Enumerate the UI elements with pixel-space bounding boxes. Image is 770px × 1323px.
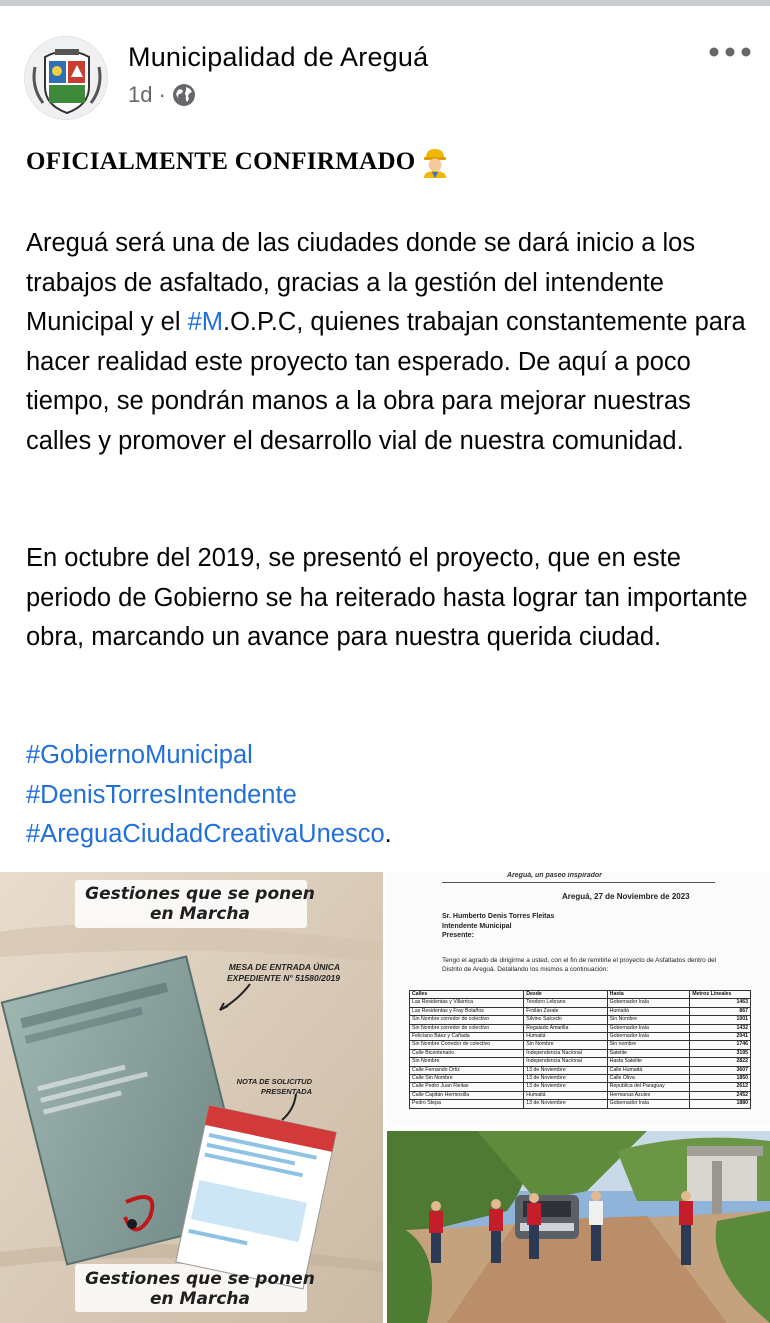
- doc-table-cell: Froilán Zarate: [524, 1007, 607, 1015]
- doc-table-header-row: [410, 991, 751, 999]
- more-options-icon[interactable]: [706, 40, 754, 64]
- doc-recipient-line: Sr. Humberto Denis Torres Fleitas: [442, 913, 555, 920]
- doc-table-cell: 1432: [690, 1024, 751, 1032]
- doc-table-cell: 13 de Noviembre: [524, 1100, 607, 1108]
- street-visit-graphic: [387, 1131, 770, 1323]
- paragraph-1-text-b: .O.P.C, quienes trabajan constantemente para hacer realidad este proyecto tan esperado. De aquí a poco tiempo, se pondrán manos a la obra para mejorar nuestras calles y promover el desarrollo vial de nuestra comunidad.: [26, 308, 746, 455]
- doc-table-cell: Las Residentas y Villarrica: [410, 999, 524, 1007]
- doc-table-row: [410, 1007, 751, 1015]
- doc-table-cell: Teodoro Lebrano: [524, 999, 607, 1007]
- doc-table-body: [410, 999, 751, 1108]
- hashtag-mopc[interactable]: #M: [187, 308, 224, 336]
- doc-table-cell: Calle Capitán Hermosilla: [410, 1091, 524, 1099]
- doc-table-row: [410, 1058, 751, 1066]
- doc-table-cell: 2041: [690, 1033, 751, 1041]
- hashtag-denis-torres[interactable]: #DenisTorresIntendente: [26, 780, 297, 809]
- doc-table-cell: Hasta Satelite: [607, 1058, 690, 1066]
- construction-worker-icon: [420, 146, 450, 178]
- doc-table-cell: Independencia Nacional: [524, 1049, 607, 1057]
- doc-table-cell: Calle Bicentenario: [410, 1049, 524, 1057]
- banner-top-text: Gestiones que se ponen en Marcha: [85, 884, 315, 924]
- doc-table-cell: Humaitá: [524, 1033, 607, 1041]
- doc-table-cell: 1001: [690, 1016, 751, 1024]
- photo-document[interactable]: [387, 872, 770, 1127]
- globe-icon[interactable]: [172, 83, 196, 107]
- doc-col-metros: Metros Lineales: [690, 991, 751, 999]
- doc-table-cell: 867: [690, 1007, 751, 1015]
- hashtag-list: [26, 736, 392, 855]
- doc-table-cell: Sin Nombre: [524, 1041, 607, 1049]
- doc-table-cell: Sin Nombre corredor de colectivo: [410, 1024, 524, 1032]
- doc-table-cell: 1880: [690, 1100, 751, 1108]
- doc-recipient: [442, 912, 554, 941]
- hashtag-line-3: [26, 815, 392, 855]
- doc-table-cell: Gobernador Irala: [607, 1033, 690, 1041]
- doc-table-row: [410, 1066, 751, 1074]
- doc-table-cell: Gobernador Irala: [607, 1100, 690, 1108]
- top-divider: [0, 0, 770, 6]
- doc-table-cell: Satelite: [607, 1049, 690, 1057]
- doc-table-cell: 2822: [690, 1058, 751, 1066]
- doc-table-row: [410, 1075, 751, 1083]
- post-title: [26, 146, 450, 178]
- paragraph-1-text-a: Areguá será una de las ciudades donde se dará inicio a los trabajos de asfaltado, gracias a la gestión del intendente Municipal y el: [26, 229, 696, 336]
- coat-of-arms-icon: [25, 37, 108, 120]
- doc-table-cell: Gobernador Irala: [607, 1024, 690, 1032]
- post-paragraph-2: En octubre del 2019, se presentó el proyecto, que en este periodo de Gobierno se ha reiterado hasta lograr tan importante obra, marcando un avance para nuestra querida ciudad.: [26, 544, 748, 651]
- doc-table-cell: Calle Pedro Juan Fleitas: [410, 1083, 524, 1091]
- doc-table-cell: 1463: [690, 999, 751, 1007]
- doc-table-cell: 3607: [690, 1066, 751, 1074]
- doc-table-cell: Regalado Amarilla: [524, 1024, 607, 1032]
- doc-table-cell: Pedro Stepa: [410, 1100, 524, 1108]
- doc-table-cell: Sin Nombre Corredor de colectivo: [410, 1041, 524, 1049]
- doc-table-cell: Calle Humaitá: [607, 1066, 690, 1074]
- page-name[interactable]: Municipalidad de Areguá: [128, 42, 429, 72]
- doc-body: Tengo el agrado de dirigirme a usted, con el fin de remitirle el proyecto de Asfaltados dentro del Distrito de Areguá. Detallando los mismos a continuación:: [442, 957, 717, 973]
- hashtag-gobierno-municipal[interactable]: #GobiernoMunicipal: [26, 741, 253, 769]
- doc-recipient-line: Intendente Municipal: [442, 922, 512, 930]
- doc-table-row: [410, 1049, 751, 1057]
- doc-table-cell: Sin Nombre: [607, 1016, 690, 1024]
- doc-table-row: [410, 1024, 751, 1032]
- doc-table-cell: Hermanas Azules: [607, 1091, 690, 1099]
- doc-table-cell: 1746: [690, 1041, 751, 1049]
- doc-table-cell: Sin Nombre corredor de colectivo: [410, 1016, 524, 1024]
- doc-table-row: [410, 1091, 751, 1099]
- doc-table-cell: Calle Fernando Ortiz: [410, 1066, 524, 1074]
- doc-table-row: [410, 1041, 751, 1049]
- doc-table-row: [410, 999, 751, 1007]
- post-time[interactable]: 1d: [128, 82, 153, 107]
- doc-table-cell: Silvino Salcedo: [524, 1016, 607, 1024]
- gestiones-collage-graphic: [0, 872, 383, 1323]
- doc-table-cell: 1850: [690, 1075, 751, 1083]
- page-avatar[interactable]: [24, 36, 108, 120]
- post-paragraph-1: [26, 224, 756, 461]
- doc-table-cell: Las Residentas y Fray Bolaños: [410, 1007, 524, 1015]
- hashtag-aregua-unesco[interactable]: #AreguaCiudadCreativaUnesco: [26, 820, 385, 848]
- doc-table-cell: 2452: [690, 1091, 751, 1099]
- post-header: [24, 36, 754, 120]
- banner-bottom-text: Gestiones que se ponen en Marcha: [85, 1269, 315, 1309]
- doc-header-line: [442, 882, 715, 883]
- doc-table-cell: 2612: [690, 1083, 751, 1091]
- doc-table-cell: Humaitá: [524, 1091, 607, 1099]
- meta-separator: ·: [158, 82, 166, 107]
- photo-street-visit[interactable]: [387, 1131, 770, 1323]
- final-dot: .: [384, 820, 392, 848]
- doc-table-cell: Feliciano Báez y Cañada: [410, 1033, 524, 1041]
- doc-table-cell: 3195: [690, 1049, 751, 1057]
- doc-col-desde: Desde: [524, 991, 607, 999]
- label-mesa-entrada: MESA DE ENTRADA ÚNICA EXPEDIENTE N° 51580/2019: [226, 962, 340, 983]
- label-nota-solicitud: NOTA DE SOLICITUD PRESENTADA: [236, 1077, 312, 1096]
- doc-table-cell: Republica del Paraguay: [607, 1083, 690, 1091]
- doc-table-cell: Calle Sin Nombre: [410, 1075, 524, 1083]
- doc-table-row: [410, 1083, 751, 1091]
- doc-recipient-line: Presente:: [442, 932, 474, 939]
- doc-table-cell: Independencia Nacional: [524, 1058, 607, 1066]
- doc-date: Areguá, 27 de Noviembre de 2023: [562, 892, 690, 901]
- post-meta: [128, 82, 196, 108]
- doc-table-cell: 13 de Noviembre: [524, 1075, 607, 1083]
- photo-gestiones[interactable]: [0, 872, 383, 1323]
- doc-table-cell: Gobernador Irala: [607, 999, 690, 1007]
- doc-col-calles: Calles: [410, 991, 524, 999]
- doc-table-cell: Humaitá: [607, 1007, 690, 1015]
- doc-table-cell: Calle Oliva: [607, 1075, 690, 1083]
- doc-table-cell: 13 de Noviembre: [524, 1083, 607, 1091]
- doc-table-row: [410, 1016, 751, 1024]
- doc-table: [409, 990, 751, 1109]
- doc-header: Areguá, un paseo inspirador: [507, 872, 602, 879]
- doc-table-row: [410, 1100, 751, 1108]
- doc-table-cell: 13 de Noviembre: [524, 1066, 607, 1074]
- doc-col-hasta: Hasta: [607, 991, 690, 999]
- photo-grid: [0, 872, 770, 1323]
- post-title-text: OFICIALMENTE CONFIRMADO: [26, 148, 416, 175]
- doc-table-row: [410, 1033, 751, 1041]
- doc-table-cell: Sin nombre: [607, 1041, 690, 1049]
- doc-table-cell: Sin Nombre: [410, 1058, 524, 1066]
